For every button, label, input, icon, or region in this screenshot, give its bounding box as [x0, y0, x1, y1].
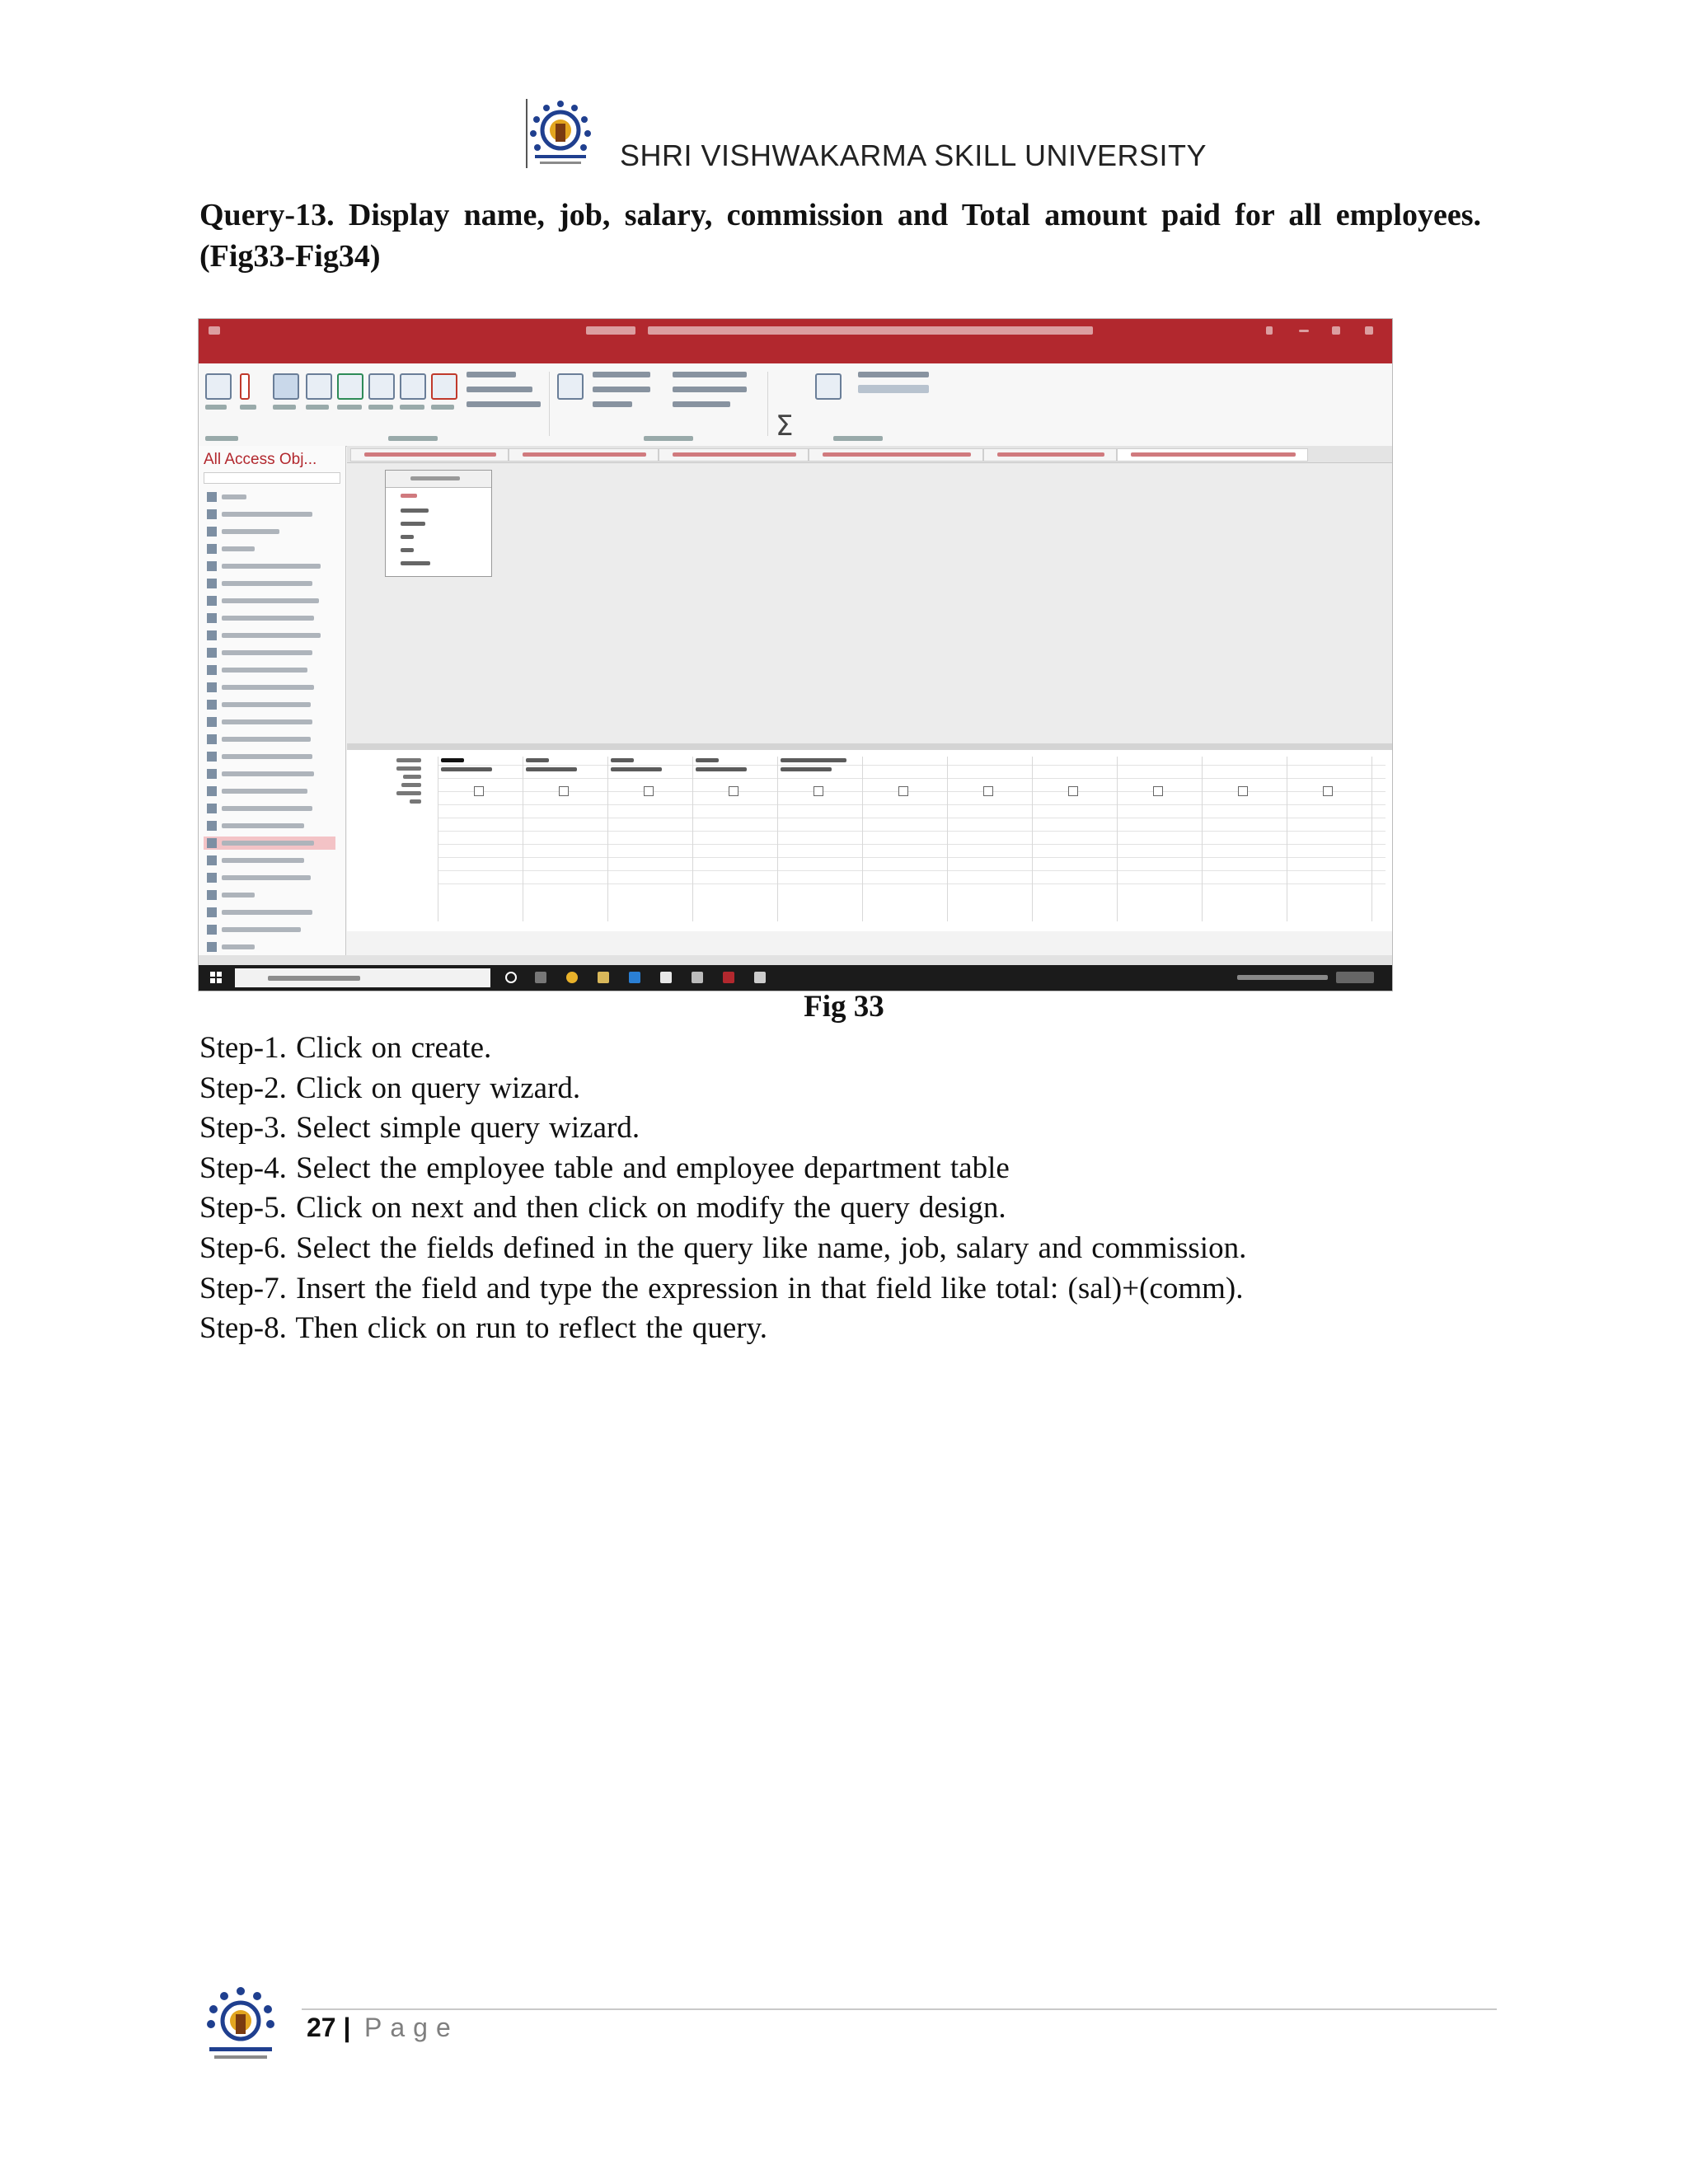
grid-table-cell — [696, 767, 747, 771]
query-object-icon — [207, 838, 217, 848]
step-item: Step-7. Insert the field and type the expression in that field like total: (sal)+(comm). — [199, 1271, 1244, 1305]
totals-icon: Σ — [776, 410, 794, 443]
nav-item-label — [222, 875, 311, 880]
nav-item — [204, 906, 335, 919]
nav-item-label — [222, 529, 279, 534]
maximize-icon — [1332, 326, 1340, 335]
nav-item — [204, 888, 335, 902]
grid-column — [947, 757, 999, 921]
query-object-icon — [207, 527, 217, 537]
grid-column — [1372, 757, 1393, 921]
nav-item — [204, 715, 335, 729]
nav-item-label — [222, 564, 321, 569]
nav-item — [204, 508, 335, 521]
system-tray — [1237, 975, 1328, 980]
access-query-design-screenshot — [198, 318, 1393, 991]
query-object-icon — [207, 648, 217, 658]
access-title-bar — [199, 319, 1392, 344]
nav-item-label — [222, 702, 311, 707]
nav-item — [204, 854, 335, 867]
nav-item-label — [222, 512, 312, 517]
nav-item-label — [222, 823, 304, 828]
grid-column — [1287, 757, 1339, 921]
grid-column — [1032, 757, 1084, 921]
grid-field-cell — [526, 758, 549, 762]
grid-column — [1202, 757, 1254, 921]
step-item: Step-4. Select the employee table and employee department table — [199, 1151, 1010, 1185]
chrome-icon — [566, 972, 578, 983]
university-logo-icon — [523, 97, 598, 170]
query-object-icon — [207, 942, 217, 952]
query-object-icon — [207, 579, 217, 588]
nav-item — [204, 490, 335, 504]
nav-item — [204, 698, 335, 711]
navigation-pane — [199, 446, 346, 955]
nav-item — [204, 767, 335, 780]
nav-item-label — [222, 668, 307, 673]
query-heading: Query-13. Display name, job, salary, commission and Total amount paid for all employees. (Fig33-Fig34) — [199, 198, 1481, 274]
grid-table-cell — [781, 767, 832, 771]
nav-item — [204, 542, 335, 555]
query-object-icon — [207, 873, 217, 883]
grid-column — [607, 757, 659, 921]
nav-item-label — [222, 633, 321, 638]
nav-item-label — [222, 546, 255, 551]
grid-column — [692, 757, 744, 921]
task-view-icon — [535, 972, 546, 983]
save-icon — [209, 326, 220, 335]
nav-item — [204, 923, 335, 936]
grid-field-cell — [611, 758, 634, 762]
parameters-icon — [815, 373, 842, 400]
status-bar — [199, 955, 1392, 965]
query-design-grid — [347, 750, 1392, 931]
steps-list — [199, 1029, 1246, 1349]
nav-item — [204, 612, 335, 625]
nav-item — [204, 681, 335, 694]
nav-item — [204, 525, 335, 538]
nav-search-input — [204, 472, 340, 484]
nav-item — [204, 560, 335, 573]
access-app-icon — [723, 972, 734, 983]
nav-item — [204, 750, 335, 763]
query-object-icon — [207, 734, 217, 744]
show-checkbox — [983, 786, 993, 796]
nav-item — [204, 819, 335, 832]
query-table-pane — [347, 463, 1392, 743]
step-item: Step-5. Click on next and then click on modify the query design. — [199, 1191, 1006, 1226]
grid-column — [777, 757, 829, 921]
nav-item — [204, 785, 335, 798]
grid-table-cell — [526, 767, 577, 771]
query-object-icon — [207, 561, 217, 571]
app-icon — [754, 972, 766, 983]
mail-icon — [692, 972, 703, 983]
grid-column — [1117, 757, 1169, 921]
show-checkbox — [1323, 786, 1333, 796]
grid-column — [862, 757, 914, 921]
query-object-icon — [207, 925, 217, 935]
nav-item — [204, 629, 335, 642]
nav-item-label — [222, 598, 319, 603]
grid-field-cell — [441, 758, 464, 762]
crosstab-icon — [400, 373, 426, 400]
employee-table-box — [385, 470, 492, 577]
step-item: Step-6. Select the fields defined in the query like name, job, salary and commission. — [199, 1230, 1247, 1265]
nav-item-label — [222, 910, 312, 915]
query-object-icon — [207, 804, 217, 813]
query-object-icon — [207, 596, 217, 606]
delete-query-icon — [431, 373, 457, 400]
nav-item — [204, 871, 335, 884]
document-tabs — [347, 446, 1392, 463]
query-object-icon — [207, 630, 217, 640]
append-icon — [337, 373, 363, 400]
nav-pane-title: All Access Obj... — [204, 451, 317, 468]
nav-item-label — [222, 581, 312, 586]
page-label: Page — [364, 2013, 459, 2042]
pane-splitter — [347, 743, 1392, 750]
active-query-tab — [1117, 448, 1308, 462]
query-object-icon — [207, 717, 217, 727]
show-checkbox — [898, 786, 908, 796]
grid-field-cell — [781, 758, 846, 762]
nav-item-label — [222, 494, 246, 499]
close-icon — [1365, 326, 1373, 335]
query-object-icon — [207, 855, 217, 865]
nav-item-label — [222, 789, 307, 794]
edge-icon — [629, 972, 640, 983]
nav-item-label — [222, 650, 312, 655]
help-icon — [1266, 326, 1273, 335]
query-object-icon — [207, 786, 217, 796]
figure-caption: Fig 33 — [804, 990, 884, 1024]
query-object-icon — [207, 769, 217, 779]
show-checkbox — [474, 786, 484, 796]
footer-university-logo-icon — [199, 1983, 282, 2065]
step-item: Step-2. Click on query wizard. — [199, 1071, 581, 1105]
nav-item-label — [222, 806, 312, 811]
grid-field-cell — [696, 758, 719, 762]
nav-item-label — [222, 754, 312, 759]
show-checkbox — [1068, 786, 1078, 796]
university-name: SHRI VISHWAKARMA SKILL UNIVERSITY — [620, 138, 1207, 172]
nav-item-label — [222, 737, 311, 742]
show-checkbox — [1153, 786, 1163, 796]
minimize-icon — [1299, 330, 1309, 332]
windows-start-icon — [210, 972, 222, 983]
query-object-icon — [207, 907, 217, 917]
ribbon-tabs — [199, 344, 1392, 363]
query-object-icon — [207, 682, 217, 692]
nav-item-label — [222, 719, 312, 724]
query-object-icon — [207, 700, 217, 710]
page-number: 27 | — [307, 2013, 351, 2042]
clock — [1336, 972, 1374, 983]
grid-table-cell — [441, 767, 492, 771]
nav-item — [204, 940, 335, 954]
footer-divider — [302, 2008, 1497, 2010]
nav-item — [204, 837, 335, 850]
nav-item — [204, 733, 335, 746]
nav-item-label — [222, 944, 255, 949]
file-explorer-icon — [598, 972, 609, 983]
show-checkbox — [559, 786, 569, 796]
step-item: Step-8. Then click on run to reflect the query. — [199, 1311, 767, 1346]
nav-item-label — [222, 685, 314, 690]
show-table-icon — [557, 373, 584, 400]
nav-item — [204, 594, 335, 607]
cortana-icon — [505, 972, 517, 983]
nav-item-label — [222, 771, 314, 776]
taskbar-search-box — [235, 968, 490, 987]
query-object-icon — [207, 613, 217, 623]
query-object-icon — [207, 509, 217, 519]
step-item: Step-1. Click on create. — [199, 1031, 492, 1065]
step-item: Step-3. Select simple query wizard. — [199, 1111, 640, 1146]
design-ribbon — [199, 363, 1392, 447]
nav-item — [204, 802, 335, 815]
show-checkbox — [1238, 786, 1248, 796]
store-icon — [660, 972, 672, 983]
make-table-icon — [306, 373, 332, 400]
grid-table-cell — [611, 767, 662, 771]
nav-item — [204, 663, 335, 677]
update-icon — [368, 373, 395, 400]
query-object-icon — [207, 821, 217, 831]
nav-item-label — [222, 858, 304, 863]
windows-taskbar — [199, 965, 1392, 991]
show-checkbox — [644, 786, 654, 796]
show-checkbox — [729, 786, 738, 796]
nav-item-label — [222, 616, 314, 621]
nav-item-label — [222, 893, 255, 898]
query-object-icon — [207, 492, 217, 502]
select-query-icon — [273, 373, 299, 400]
grid-column — [438, 757, 490, 921]
nav-item-label — [222, 927, 301, 932]
query-object-icon — [207, 890, 217, 900]
nav-item-label — [222, 841, 314, 846]
query-object-icon — [207, 665, 217, 675]
run-icon — [240, 373, 250, 400]
query-object-icon — [207, 544, 217, 554]
show-checkbox — [814, 786, 823, 796]
view-icon — [205, 373, 232, 400]
query-object-icon — [207, 752, 217, 762]
nav-item — [204, 646, 335, 659]
nav-item — [204, 577, 335, 590]
grid-column — [523, 757, 574, 921]
